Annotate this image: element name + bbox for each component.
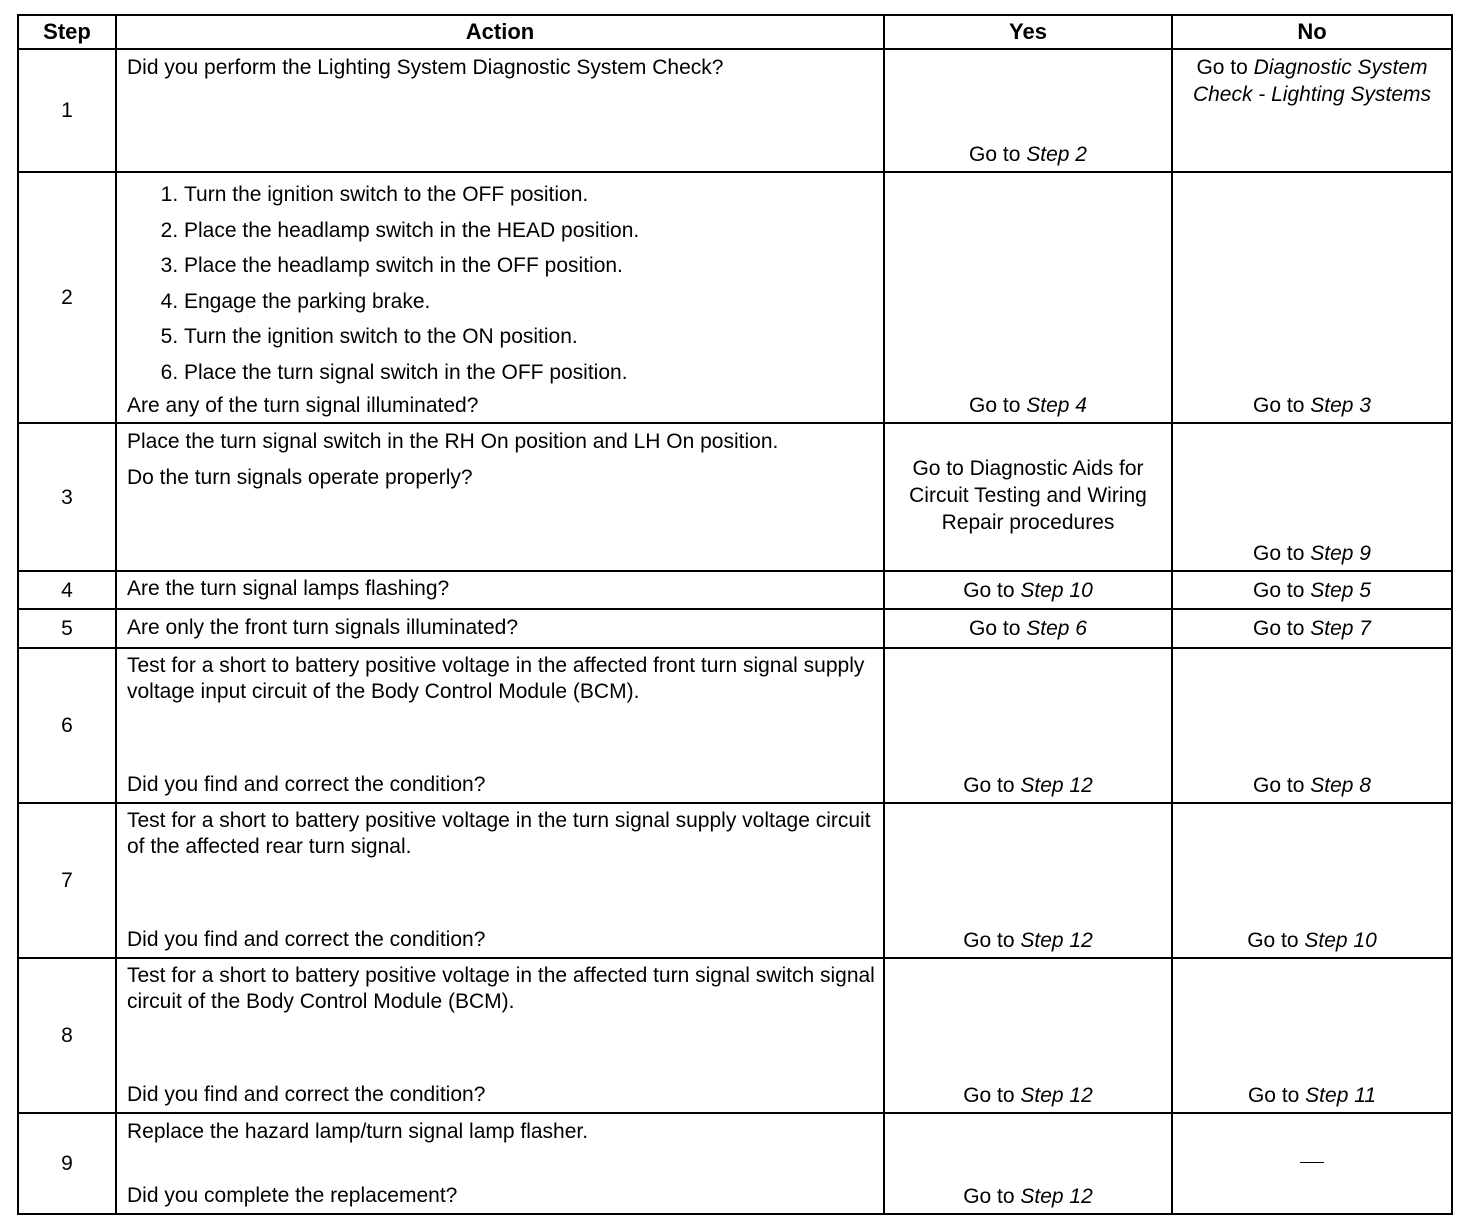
no-link[interactable]: Step 9: [1310, 542, 1371, 565]
yes-cell: [884, 423, 1172, 571]
no-link[interactable]: Step 3: [1310, 394, 1371, 417]
yes-cell: [884, 172, 1172, 423]
no-cell: [1172, 571, 1452, 609]
no-link[interactable]: Step 8: [1310, 774, 1371, 797]
step-number: 7: [18, 803, 116, 958]
action-cell: [116, 571, 884, 609]
action-cell: [116, 958, 884, 1113]
no-link[interactable]: Step 10: [1304, 929, 1377, 952]
yes-link[interactable]: Go to Diagnostic Aids for Circuit Testing and Wiring Repair procedures: [909, 457, 1147, 534]
no-cell: [1172, 1113, 1452, 1214]
header-yes: Yes: [884, 15, 1172, 49]
step-row-2: [18, 172, 1452, 423]
yes-prefix: Go to: [963, 774, 1021, 797]
header-no: No: [1172, 15, 1452, 49]
no-prefix: Go to: [1253, 578, 1311, 602]
no-link[interactable]: Diagnostic System Check - Lighting Systems: [1192, 56, 1432, 106]
step-row-6: [18, 648, 1452, 803]
no-prefix: Go to: [1253, 617, 1311, 640]
yes-link[interactable]: Step 12: [1020, 929, 1093, 952]
yes-prefix: Go to: [963, 1084, 1021, 1107]
action-cell: [116, 423, 884, 571]
no-link[interactable]: Step 11: [1305, 1084, 1377, 1107]
yes-cell: [884, 609, 1172, 648]
yes-link[interactable]: Step 4: [1026, 394, 1087, 417]
step-number: 2: [18, 172, 116, 423]
no-cell: [1172, 172, 1452, 423]
no-prefix: Go to: [1247, 929, 1305, 952]
no-prefix: Go to: [1253, 394, 1311, 417]
action-question: Did you find and correct the condition?: [127, 1083, 486, 1106]
action-question: Did you find and correct the condition?: [127, 773, 486, 796]
no-cell: [1172, 49, 1452, 172]
action-question: Did you perform the Lighting System Diagnostic System Check?: [127, 56, 724, 79]
list-item: 2. Place the headlamp switch in the HEAD position.: [184, 213, 875, 249]
no-prefix: Go to: [1253, 774, 1311, 797]
yes-cell: [884, 49, 1172, 172]
yes-prefix: Go to: [963, 929, 1021, 952]
yes-link[interactable]: Step 12: [1020, 1185, 1093, 1208]
no-cell: [1172, 423, 1452, 571]
header-step: Step: [18, 15, 116, 49]
header-action: Action: [116, 15, 884, 49]
yes-link[interactable]: Step 6: [1026, 617, 1087, 640]
no-cell: [1172, 648, 1452, 803]
step-number: 8: [18, 958, 116, 1113]
action-question: Are only the front turn signals illuminated?: [127, 615, 519, 639]
action-cell: [116, 609, 884, 648]
list-item: 5. Turn the ignition switch to the ON position.: [184, 319, 875, 355]
step-row-3: [18, 423, 1452, 571]
action-instruction: Replace the hazard lamp/turn signal lamp flasher.: [127, 1120, 589, 1143]
action-instruction: Test for a short to battery positive voltage in the turn signal supply voltage circuit of the affected rear turn signal.: [127, 809, 871, 858]
list-item: 6. Place the turn signal switch in the OFF position.: [184, 355, 875, 391]
no-cell: [1172, 803, 1452, 958]
action-question: Did you complete the replacement?: [127, 1184, 458, 1207]
yes-cell: [884, 648, 1172, 803]
step-number: 9: [18, 1113, 116, 1214]
action-cell: [116, 49, 884, 172]
no-cell: [1172, 609, 1452, 648]
no-prefix: Go to: [1196, 56, 1254, 79]
yes-link[interactable]: Step 10: [1020, 578, 1093, 602]
action-instruction: Place the turn signal switch in the RH On position and LH On position.: [127, 430, 779, 453]
yes-cell: [884, 1113, 1172, 1214]
step-row-4: [18, 571, 1452, 609]
no-prefix: Go to: [1247, 1084, 1306, 1107]
action-cell: [116, 172, 884, 423]
yes-link[interactable]: Step 2: [1026, 143, 1087, 166]
step-row-7: [18, 803, 1452, 958]
action-instruction: Test for a short to battery positive voltage in the affected turn signal switch signal circuit of the Body Control Module (BCM).: [127, 964, 875, 1013]
step-row-9: [18, 1113, 1452, 1214]
yes-cell: [884, 571, 1172, 609]
action-question: Did you find and correct the condition?: [127, 928, 486, 951]
step-row-8: [18, 958, 1452, 1113]
action-question: Are the turn signal lamps flashing?: [127, 577, 450, 600]
list-item: 1. Turn the ignition switch to the OFF position.: [184, 177, 875, 213]
step-number: 5: [18, 609, 116, 648]
list-item: 3. Place the headlamp switch in the OFF position.: [184, 248, 875, 284]
action-cell: [116, 803, 884, 958]
action-steps-list: [127, 177, 875, 390]
yes-prefix: Go to: [963, 1185, 1021, 1208]
action-instruction: Test for a short to battery positive voltage in the affected front turn signal supply voltage input circuit of the Body Control Module (BCM).: [127, 654, 865, 703]
yes-prefix: Go to: [969, 143, 1027, 166]
step-number: 1: [18, 49, 116, 172]
yes-cell: [884, 958, 1172, 1113]
action-question: Do the turn signals operate properly?: [127, 466, 473, 489]
no-link[interactable]: Step 7: [1310, 617, 1371, 640]
action-cell: [116, 648, 884, 803]
yes-prefix: Go to: [963, 578, 1021, 602]
action-cell: [116, 1113, 884, 1214]
step-row-5: [18, 609, 1452, 648]
no-cell: [1172, 958, 1452, 1113]
yes-link[interactable]: Step 12: [1020, 1084, 1093, 1107]
step-row-1: [18, 49, 1452, 172]
no-dash: [1300, 1162, 1324, 1163]
no-prefix: Go to: [1253, 542, 1311, 565]
header-row: [18, 15, 1452, 49]
diagnostic-table: [17, 14, 1453, 1215]
step-number: 6: [18, 648, 116, 803]
no-link[interactable]: Step 5: [1310, 578, 1371, 602]
yes-cell: [884, 803, 1172, 958]
action-question: Are any of the turn signal illuminated?: [127, 394, 479, 417]
yes-prefix: Go to: [969, 394, 1027, 417]
yes-link[interactable]: Step 12: [1020, 774, 1093, 797]
list-item: 4. Engage the parking brake.: [184, 284, 875, 320]
yes-prefix: Go to: [969, 617, 1027, 640]
step-number: 3: [18, 423, 116, 571]
step-number: 4: [18, 571, 116, 609]
